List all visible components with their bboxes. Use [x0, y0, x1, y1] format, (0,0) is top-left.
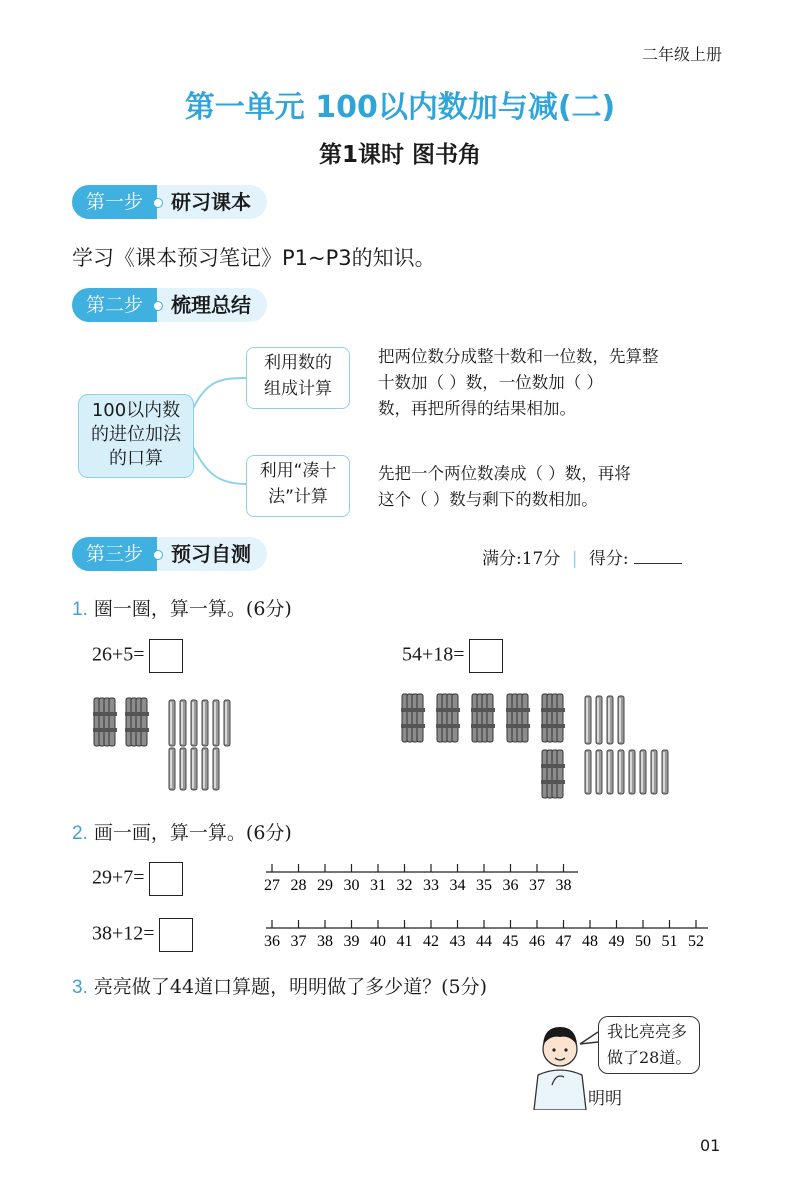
tick-label: 52: [688, 933, 704, 950]
center-line: 的口算: [109, 448, 163, 469]
q1-equation-2: [402, 639, 503, 673]
answer-box[interactable]: [469, 639, 503, 673]
bubble-line: 做了28道。: [607, 1048, 692, 1067]
step2-name: 梳理总结: [157, 288, 267, 322]
stick-bundle: [125, 698, 149, 746]
stick-bundle: [506, 694, 530, 742]
step1-text: 学习《课本预习笔记》P1~P3的知识。: [72, 246, 436, 270]
question-text: 亮亮做了44道口算题，明明做了多少道？(5分): [93, 976, 487, 998]
score-blank[interactable]: [634, 563, 682, 564]
single-stick: [213, 700, 219, 746]
mindmap-center: [78, 394, 194, 478]
single-stick: [180, 748, 186, 790]
question-number: 1.: [72, 599, 88, 620]
single-stick: [629, 750, 635, 794]
method2-label: 法”计算: [268, 487, 328, 507]
desc-line: 十数加（ ）数，一位数加（ ）: [378, 373, 603, 392]
q1-equation-1: [92, 639, 183, 673]
method1-label: 组成计算: [264, 379, 332, 399]
step1-label: 第一步: [72, 185, 157, 219]
method2-desc: [378, 461, 631, 513]
step2-label: 第二步: [72, 288, 157, 322]
single-stick: [191, 700, 197, 746]
bubble-line: 我比亮亮多: [607, 1022, 688, 1041]
equation-text: 26+5=: [92, 643, 145, 666]
question-3: [72, 972, 487, 999]
single-stick: [169, 700, 175, 746]
tick-label: 46: [529, 933, 545, 950]
tick-label: 48: [582, 933, 598, 950]
score-area: [482, 544, 682, 569]
question-2: [72, 818, 292, 845]
answer-box[interactable]: [149, 639, 183, 673]
full-score: 满分:17分: [482, 549, 561, 569]
tick-label: 40: [370, 933, 386, 950]
tick-label: 42: [423, 933, 439, 950]
tick-label: 44: [476, 933, 492, 950]
number-line-1: [264, 864, 578, 894]
method2-box: [246, 455, 350, 517]
tick-label: 51: [661, 933, 678, 950]
single-stick: [191, 748, 197, 790]
center-line: 100以内数: [91, 400, 181, 421]
single-stick: [651, 750, 657, 794]
question-number: 2.: [72, 823, 88, 844]
question-1: [72, 594, 292, 621]
single-stick: [640, 750, 646, 794]
unit-title: 第一单元 100以内数加与减(二): [184, 90, 616, 125]
number-line-2: [264, 920, 708, 950]
center-line: 的进位加法: [91, 424, 181, 445]
tick-label: 38: [555, 877, 572, 894]
number-lines: [0, 850, 800, 960]
grade-label: 二年级上册: [641, 45, 722, 64]
tick-label: 45: [502, 933, 519, 950]
counting-sticks-figure: [0, 680, 800, 810]
step3-header: [72, 537, 267, 571]
lesson-subtitle: 第1课时 图书角: [318, 142, 481, 168]
speech-bubble: [598, 1016, 700, 1074]
method1-label: 利用数的: [264, 353, 332, 373]
stick-bundle: [436, 694, 460, 742]
speech-bubble-tail: [578, 1022, 598, 1052]
tick-label: 27: [264, 877, 280, 894]
score-label: 得分:: [588, 549, 629, 569]
tick-label: 37: [529, 877, 545, 894]
desc-line: 先把一个两位数凑成（ ）数，再将: [378, 464, 631, 483]
single-stick: [585, 750, 591, 794]
single-stick: [618, 696, 624, 744]
desc-line: 数，再把所得的结果相加。: [378, 399, 576, 418]
page-number: 01: [700, 1136, 721, 1155]
stick-bundle: [93, 698, 117, 746]
stick-bundle: [541, 694, 565, 742]
method2-label: 利用“凑十: [259, 461, 337, 481]
step3-name: 预习自测: [157, 537, 267, 571]
question-text: 圈一圈，算一算。(6分): [93, 598, 292, 620]
stick-bundle: [471, 694, 495, 742]
single-stick: [585, 696, 591, 744]
question-number: 3.: [72, 977, 88, 998]
single-stick: [607, 696, 613, 744]
single-stick: [662, 750, 668, 794]
tick-label: 28: [290, 877, 307, 894]
single-stick: [202, 700, 208, 746]
score-divider: |: [571, 549, 578, 569]
single-stick: [618, 750, 624, 794]
tick-label: 31: [370, 877, 386, 894]
tick-label: 36: [502, 877, 519, 894]
tick-label: 30: [343, 877, 360, 894]
tick-label: 50: [635, 933, 651, 950]
tick-label: 39: [343, 933, 360, 950]
single-stick: [169, 748, 175, 790]
tick-label: 38: [317, 933, 333, 950]
equation-text: 38+12=: [92, 922, 155, 945]
tick-label: 47: [555, 933, 572, 950]
desc-line: 把两位数分成整十数和一位数，先算整: [378, 347, 659, 366]
single-stick: [180, 700, 186, 746]
character-name: 明明: [588, 1089, 622, 1109]
tick-label: 43: [449, 933, 466, 950]
tick-label: 34: [449, 877, 466, 894]
tick-label: 32: [396, 877, 413, 894]
single-stick: [607, 750, 613, 794]
tick-label: 33: [423, 877, 439, 894]
tick-label: 49: [608, 933, 625, 950]
tick-label: 41: [396, 933, 413, 950]
tick-label: 29: [317, 877, 333, 894]
single-stick: [224, 700, 230, 746]
step1-name: 研习课本: [157, 185, 267, 219]
single-stick: [596, 750, 602, 794]
tick-label: 36: [264, 933, 280, 950]
equation-text: 54+18=: [402, 643, 465, 666]
stick-bundle: [401, 694, 425, 742]
stick-bundle: [541, 750, 565, 798]
single-stick: [213, 748, 219, 790]
single-stick: [202, 748, 208, 790]
tick-label: 37: [290, 933, 307, 950]
equation-text: 29+7=: [92, 866, 145, 889]
tick-label: 35: [476, 877, 492, 894]
question-text: 画一画，算一算。(6分): [93, 822, 292, 844]
method1-desc: [378, 344, 659, 422]
method1-box: [246, 347, 350, 409]
desc-line: 这个（ ）数与剩下的数相加。: [378, 490, 598, 509]
single-stick: [596, 696, 602, 744]
step3-label: 第三步: [72, 537, 157, 571]
